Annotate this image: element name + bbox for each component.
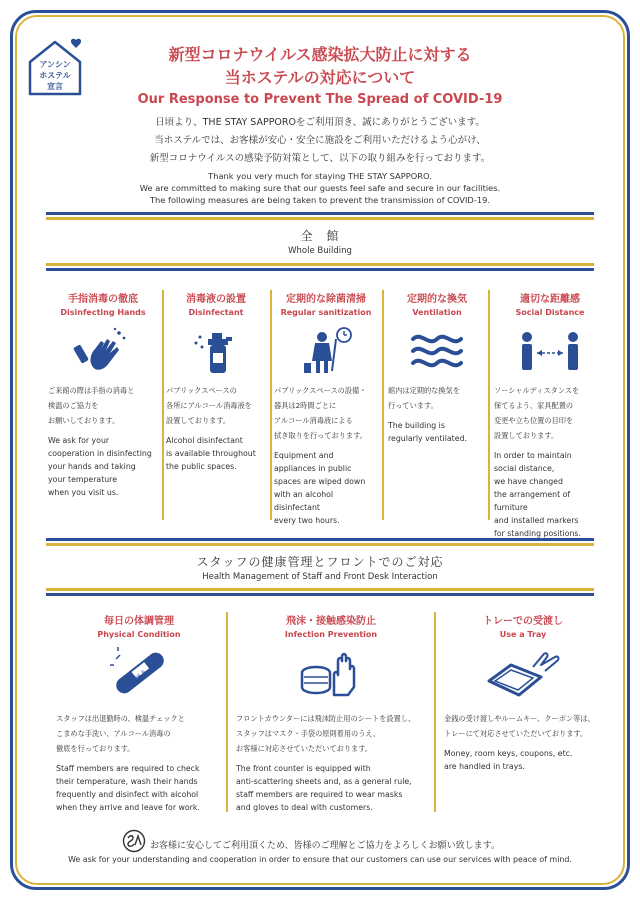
column-social-distance (494, 290, 606, 540)
column-title-en: Disinfectant (188, 308, 244, 317)
cleaning-staff-icon (296, 325, 356, 375)
section1-divider-3 (382, 290, 384, 520)
svg-text:36.5: 36.5 (133, 668, 148, 683)
mask-gloves-icon (296, 647, 366, 703)
intro-en-line-3: The following measures are being taken to prevent the transmission of COVID-19. (149, 195, 491, 205)
column-title-en: Regular sanitization (280, 308, 372, 317)
thermometer-icon (104, 647, 174, 703)
air-waves-icon (407, 325, 467, 375)
column-text-en: Money, room keys, coupons, etc. are handled in trays. (444, 749, 573, 771)
section2-divider-1 (226, 612, 228, 812)
intro-en-line-1: Thank you very much for staying THE STAY SAPPORO. (208, 171, 432, 181)
column-ventilation (388, 290, 486, 445)
column-title-en: Disinfecting Hands (60, 308, 146, 317)
column-text-jp: ご来館の際は手指の消毒と 検温のご協力を お願いしております。 (48, 386, 135, 425)
column-title-jp: 消毒液の設置 (186, 294, 246, 305)
column-title-jp: トレーでの受渡し (483, 616, 563, 627)
column-text-en: The front counter is equipped with anti-scattering sheets and, as a general rule, staff members are required to wear masks and gloves to deal with customers. (236, 764, 412, 812)
section1-bottom-rule-blue (46, 268, 594, 271)
column-title-jp: 定期的な除菌清掃 (286, 294, 366, 305)
column-title-en: Use a Tray (499, 630, 547, 639)
column-physical-condition (56, 612, 222, 814)
column-title-en: Ventilation (412, 308, 462, 317)
section2-bottom-rule-blue (46, 593, 594, 596)
column-title-en: Physical Condition (97, 630, 181, 639)
section1-title-jp: 全 館 (300, 229, 340, 243)
tray-hand-icon (483, 647, 563, 703)
section1-top-rule-blue (46, 212, 594, 215)
section1-title-en: Whole Building (288, 246, 352, 256)
column-disinfectant (166, 290, 266, 473)
column-regular-sanitization (274, 290, 378, 527)
badge-line-2: ホステル (39, 71, 71, 80)
column-use-a-tray (444, 612, 602, 773)
section2-title-en: Health Management of Staff and Front Desk Interaction (202, 572, 438, 582)
column-text-en: Staff members are required to check their temperature, wash their hands frequently and disinfect with alcohol when they arrive and leave for work. (56, 764, 200, 812)
column-text-en: In order to maintain social distance, we have changed the arrangement of furniture and installed markers for standing positions. (494, 451, 581, 538)
column-disinfecting-hands (48, 290, 158, 499)
section1-divider-1 (162, 290, 164, 520)
section2-title-jp: スタッフの健康管理とフロントでのご対応 (196, 555, 444, 569)
section1-divider-4 (488, 290, 490, 520)
intro-jp-line-2: 当ホステルでは、お客様が安心・安全に施設をご利用いただけるよう心がけ、 (154, 135, 486, 146)
intro-jp-line-3: 新型コロナウイルスの感染予防対策として、以下の取り組みを行っております。 (149, 153, 491, 164)
column-text-jp: 金銭の受け渡しやルームキー、クーポン等は、 トレーにて対応させていただいております。 (444, 714, 595, 738)
column-text-jp: パブリックスペースの設備・ 器具は2時間ごとに アルコール消毒液による 拭き取りを行っております。 (274, 386, 367, 440)
stay-sapporo-logo-icon (122, 829, 146, 853)
section2-top-rule-blue (46, 538, 594, 541)
column-title-en: Social Distance (515, 308, 585, 317)
footer-text-en: We ask for your understanding and cooperation in order to ensure that our customers can use our services with peace of mind. (68, 855, 572, 864)
column-text-jp: パブリックスペースの 各所にアルコール消毒液を 設置しております。 (166, 386, 252, 425)
column-title-jp: 手指消毒の徹底 (68, 294, 138, 305)
section1-divider-2 (270, 290, 272, 520)
title-en: Our Response to Prevent The Spread of COVID-19 (137, 92, 503, 107)
footer-text-jp: お客様に安心してご利用頂くため、皆様のご理解とご協力をよろしくお願い致します。 (150, 841, 500, 851)
spray-bottle-icon (186, 325, 246, 375)
column-text-jp: フロントカウンターには飛沫防止用のシートを設置し、 スタッフはマスク・手袋の原則着用のうえ、 お客様に対応させていただいております。 (236, 714, 416, 753)
column-text-en: Equipment and appliances in public spaces are wiped down with an alcohol disinfectant every two hours. (274, 451, 366, 525)
section2-divider-2 (434, 612, 436, 812)
badge-line-3: 宣言 (47, 82, 63, 91)
column-text-en: The building is regularly ventilated. (388, 421, 467, 443)
anshin-hostel-badge (24, 36, 86, 98)
social-distance-icon (515, 325, 585, 375)
section2-bottom-rule-gold (46, 588, 594, 591)
badge-line-1: アンシン (39, 60, 71, 69)
column-text-jp: 館内は定期的な換気を 行っています。 (388, 386, 460, 410)
column-text-jp: ソーシャルディスタンスを 保てるよう、家具配置の 変更や立ち位置の目印を 設置しております。 (494, 386, 580, 440)
column-title-jp: 定期的な換気 (407, 294, 467, 305)
column-title-jp: 飛沫・接触感染防止 (286, 616, 376, 627)
column-text-en: Alcohol disinfectant is available throughout the public spaces. (166, 436, 256, 471)
title-jp-line-1: 新型コロナウイルス感染拡大防止に対する (168, 45, 472, 64)
column-title-en: Infection Prevention (284, 630, 378, 639)
title-jp-line-2: 当ホステルの対応について (224, 68, 416, 87)
hand-sanitize-icon (73, 325, 133, 375)
intro-en-line-2: We are committed to making sure that our guests feel safe and secure in our facilities. (139, 183, 501, 193)
section1-top-rule-gold (46, 217, 594, 220)
column-text-en: We ask for your cooperation in disinfecting your hands and taking your temperature when you visit us. (48, 436, 152, 497)
column-infection-prevention (236, 612, 426, 814)
intro-jp-line-1: 日頃より、THE STAY SAPPOROをご利用頂き、誠にありがとうございます。 (155, 117, 485, 128)
column-text-jp: スタッフは出退勤時の、検温チェックと こまめな手洗い、アルコール消毒の 徹底を行っております。 (56, 714, 185, 753)
section2-top-rule-gold (46, 543, 594, 546)
section1-bottom-rule-gold (46, 263, 594, 266)
column-title-jp: 毎日の体調管理 (104, 616, 174, 627)
column-title-jp: 適切な距離感 (520, 294, 580, 305)
